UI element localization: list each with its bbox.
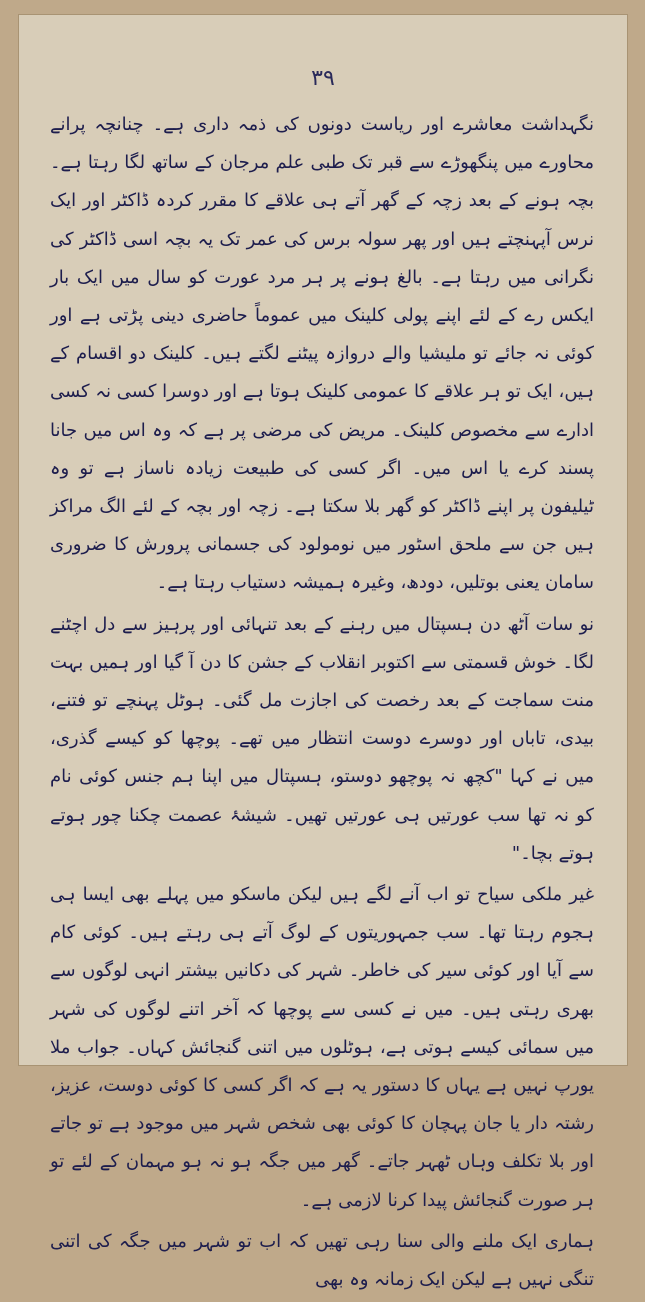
- page-number: ۳۹: [311, 66, 335, 91]
- paragraph: غیر ملکی سیاح تو اب آنے لگے ہیں لیکن ماسکو میں پہلے بھی ایسا ہی ہجوم رہتا تھا۔ سب جمہوریتوں کے لوگ آتے ہی رہتے ہیں۔ کوئی کام سے آیا اور کوئی سیر کی خاطر۔ شہر کی دکانیں بیشتر انہی لوگوں سے بھری رہتی ہیں۔ میں نے کسی سے پوچھا کہ آخر اتنے لوگوں کی شہر میں سمائی کیسے ہوتی ہے، ہوٹلوں میں اتنی گنجائش کہاں۔ جواب ملا یورپ نہیں ہے یہاں کا دستور یہ ہے کہ اگر کسی کا کوئی دوست، عزیز، رشتہ دار یا جان پہچان کا کوئی بھی شخص شہر میں موجود ہے تو جاتے اور بلا تکلف وہاں ٹھہر جاتے۔ گھر میں جگہ ہو نہ ہو مہمان کے لئے تو ہر صورت گنجائش پیدا کرنا لازمی ہے۔: [50, 884, 594, 1211]
- paragraph: نگہداشت معاشرے اور ریاست دونوں کی ذمہ داری ہے۔ چنانچہ پرانے محاورے میں پنگھوڑے سے قبر تک طبی علم مرجان کے ساتھ لگا رہتا ہے۔ بچہ ہونے کے بعد زچہ کے گھر آتے ہی علاقے کا مقرر کردہ ڈاکٹر اور ایک نرس آپہنچتے ہیں اور پھر سولہ برس کی عمر تک یہ بچہ اسی ڈاکٹر کی نگرانی میں رہتا ہے۔ بالغ ہونے پر ہر مرد عورت کو سال میں ایک بار ایکس رے کے لئے اپنے پولی کلینک میں عموماً حاضری دینی پڑتی ہے اور کوئی نہ جائے تو ملیشیا والے دروازہ پیٹنے لگتے ہیں۔ کلینک دو اقسام کے ہیں، ایک تو ہر علاقے کا عمومی کلینک ہوتا ہے اور دوسرا کسی نہ کسی ادارے سے مخصوص کلینک۔ مریض کی مرضی پر ہے کہ وہ اس میں جانا پسند کرے یا اس میں۔ اگر کسی کی طبیعت زیادہ ناساز ہے تو وہ ٹیلیفون پر اپنے ڈاکٹر کو گھر بلا سکتا ہے۔ زچہ اور بچہ کے لئے الگ مراکز ہیں جن سے ملحق اسٹور میں نومولود کی جسمانی پرورش کا ضروری سامان یعنی بوتلیں، دودھ، وغیرہ ہمیشہ دستیاب رہتا ہے۔: [50, 114, 594, 594]
- paragraph: نو سات آٹھ دن ہسپتال میں رہنے کے بعد تنہائی اور پرہیز سے دل اچٹنے لگا۔ خوش قسمتی سے اکتوبر انقلاب کے جشن کا دن آ گیا اور ہمیں بہت منت سماجت کے بعد رخصت کی اجازت مل گئی۔ ہوٹل پہنچے تو فتنے، بیدی، تاباں اور دوسرے دوست انتظار میں تھے۔ پوچھا کو کیسے گذری، میں نے کہا "کچھ نہ پوچھو دوستو، ہسپتال میں اپنا ہم جنس کوئی نام کو نہ تھا سب عورتیں ہی عورتیں تھیں۔ شیشۂ عصمت چکنا چور ہوتے ہوتے بچا۔": [50, 613, 594, 864]
- page-body: [50, 106, 594, 1302]
- paragraph: ہماری ایک ملنے والی سنا رہی تھیں کہ اب تو شہر میں جگہ کی اتنی تنگی نہیں ہے لیکن ایک زمانہ وہ بھی: [50, 1230, 594, 1291]
- book-page: [18, 14, 628, 1291]
